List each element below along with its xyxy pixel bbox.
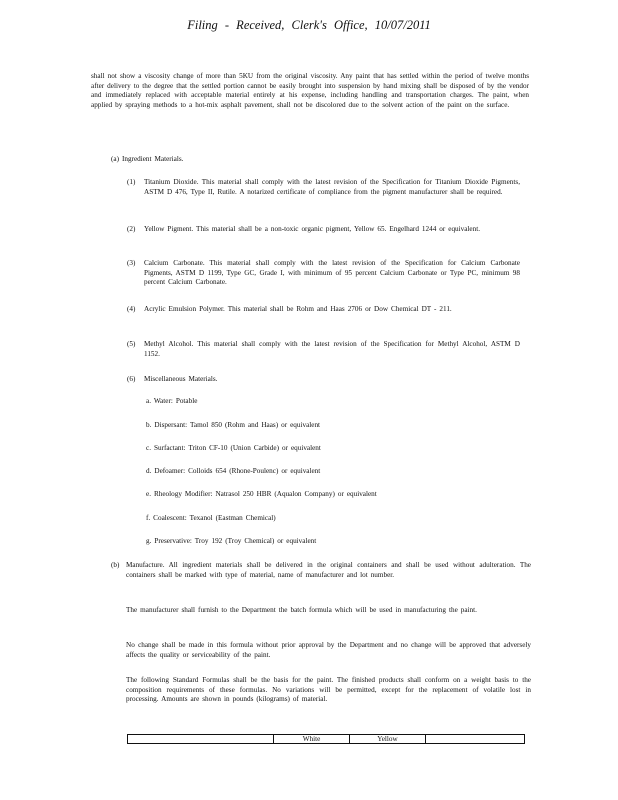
subitem: c. Surfactant: Triton CF-10 (Union Carbide) or equivalent bbox=[146, 444, 321, 452]
body-paragraph: The following Standard Formulas shall be the basis for the paint. The finished products shall conform on a weight basis to the composition requirements of these formulas. No variations will be permitted, except for the replacement of volatile lost in processing. Amounts are shown in pounds (kilograms) of material. bbox=[126, 676, 531, 704]
item-text: Yellow Pigment. This material shall be a non-toxic organic pigment, Yellow 65. Engelhard 1244 or equivalent. bbox=[144, 225, 480, 233]
subitem: g. Preservative: Troy 192 (Troy Chemical) or equivalent bbox=[146, 537, 317, 545]
table-header-cell bbox=[426, 735, 524, 743]
subitem: f. Coalescent: Texanol (Eastman Chemical) bbox=[146, 514, 276, 522]
list-item bbox=[127, 178, 520, 197]
table-header-cell bbox=[128, 735, 274, 743]
item-number: (1) bbox=[127, 178, 136, 186]
section-b-text: Manufacture. All ingredient materials shall be delivered in the original containers and shall be used without adulteration. The containers shall be marked with type of material, name of manufacturer and lot number. bbox=[126, 561, 531, 579]
formula-table-header bbox=[127, 734, 525, 744]
item-number: (2) bbox=[127, 225, 136, 233]
section-b-label: (b) bbox=[111, 561, 120, 569]
list-item bbox=[127, 375, 520, 385]
list-item bbox=[127, 259, 520, 288]
subitem: b. Dispersant: Tamol 850 (Rohm and Haas) or equivalent bbox=[146, 421, 321, 429]
item-text: Methyl Alcohol. This material shall comply with the latest revision of the Specification for Methyl Alcohol, ASTM D 1152. bbox=[144, 340, 520, 358]
item-number: (5) bbox=[127, 340, 136, 348]
item-text: Titanium Dioxide. This material shall comply with the latest revision of the Specification for Titanium Dioxide Pigments, ASTM D 476, Type II, Rutile. A notarized certificate of compliance from the pigment manufacturer shall be required. bbox=[144, 178, 520, 196]
subitem: d. Defoamer: Colloids 654 (Rhone-Poulenc) or equivalent bbox=[146, 467, 321, 475]
list-item bbox=[127, 305, 520, 315]
item-number: (6) bbox=[127, 375, 136, 383]
table-header-white: White bbox=[274, 735, 350, 743]
page-header: Filing - Received, Clerk's Office, 10/07/2011 bbox=[187, 18, 431, 32]
item-text: Miscellaneous Materials. bbox=[144, 375, 218, 383]
item-text: Calcium Carbonate. This material shall comply with the latest revision of the Specification for Calcium Carbonate Pigments, ASTM D 1199, Type GC, Grade I, with minimum of 95 percent Calcium Carbonate or Type PC, minimum 98 percent Calcium Carbonate. bbox=[144, 259, 520, 287]
intro-paragraph: shall not show a viscosity change of more than 5KU from the original viscosity. Any paint that has settled within the period of twelve months after delivery to the degree that the settled portion cannot be easily brought into suspension by hand mixing shall be disposed of by the vendor and immediately replaced with acceptable material entirely at his expense, including handling and transportation charges. The paint, when applied by spraying methods to a hot-mix asphalt pavement, shall not be discolored due to the solvent action of the paint on the surface. bbox=[91, 72, 529, 109]
table-header-yellow: Yellow bbox=[350, 735, 426, 743]
subitem: a. Water: Potable bbox=[146, 397, 198, 405]
list-item bbox=[127, 340, 520, 359]
section-b bbox=[111, 561, 531, 580]
section-a-heading: (a) Ingredient Materials. bbox=[111, 155, 184, 163]
item-text: Acrylic Emulsion Polymer. This material shall be Rohm and Haas 2706 or Dow Chemical DT - 211. bbox=[144, 305, 452, 313]
body-paragraph: The manufacturer shall furnish to the Department the batch formula which will be used in manufacturing the paint. bbox=[126, 606, 477, 614]
subitem: e. Rheology Modifier: Natrasol 250 HBR (Aqualon Company) or equivalent bbox=[146, 490, 377, 498]
item-number: (3) bbox=[127, 259, 136, 267]
item-number: (4) bbox=[127, 305, 136, 313]
body-paragraph: No change shall be made in this formula without prior approval by the Department and no change will be approved that adversely affects the quality or serviceability of the paint. bbox=[126, 641, 531, 659]
list-item bbox=[127, 225, 520, 235]
